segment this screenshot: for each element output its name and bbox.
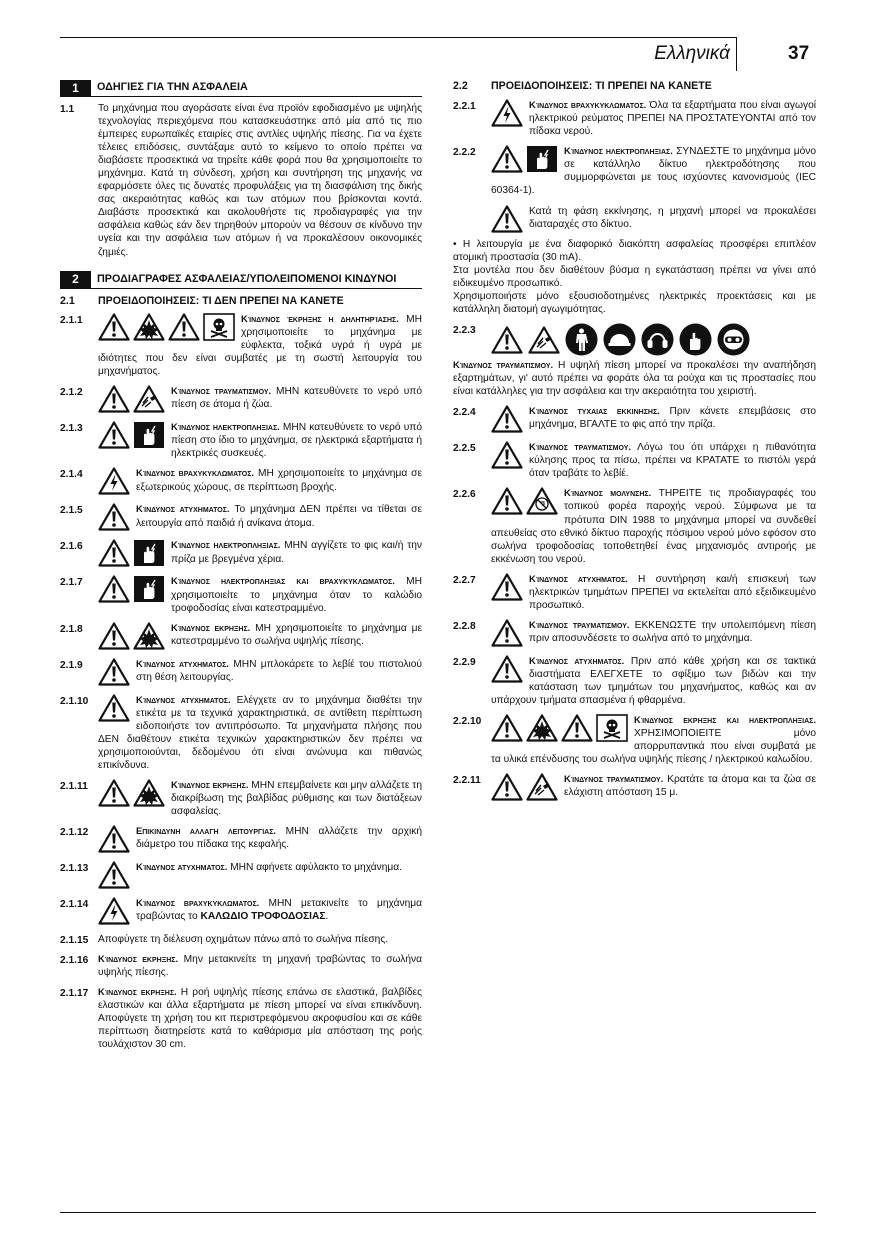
item-2-2-4: 2.2.4 Κίνδυνος τυχαιας εκκινησης. Πριν κάνετε επεμβάσεις στο μηχάνημα, ΒΓΑΛΤΕ το φις από την πρίζα. xyxy=(453,405,816,434)
skull-icon xyxy=(596,714,628,742)
item-2-1-16: 2.1.16 Κίνδυνος εκρηξης. Μην μετακινείτε τη μηχανή τραβώντας το σωλήνα υψηλής πίεσης. xyxy=(60,953,422,979)
warning-icon xyxy=(491,441,523,469)
item-2-1-3: 2.1.3 Κίνδυνος ηλεκτροπληξιας. ΜΗΝ κατευθύνετε το νερό υπό πίεση στο ίδιο το μηχάνημα, σε ηλεκτρικά εξαρτήματα ή ηλεκτρικές συσκευές. xyxy=(60,421,422,460)
item-2-1-1: 2.1.1 Κίνδυνος έκρηξης η δηλητηρίασης. ΜΗ χρησιμοποιείτε το μηχάνημα με εύφλεκτα, τοξικά υγρά ή υγρά με ιδιότητες που δεν είναι συμβατές με τη σωστή λειτουργία του μηχανήματος. xyxy=(60,313,422,378)
section-1-heading: 1 ΟΔΗΓΙΕΣ ΓΙΑ ΤΗΝ ΑΣΦΑΛΕΙΑ xyxy=(60,80,422,97)
warning-icon xyxy=(98,421,130,449)
item-2-1-9: 2.1.9 Κίνδυνος ατυχηματος. ΜΗΝ μπλοκάρετε το λεβίέ του πιστολιού στη θέση λειτουργίας. xyxy=(60,658,422,687)
item-2-2-10: 2.2.10 Κίνδυνος εκρηξης και ηλεκτροπληξιας. ΧΡΗΣΙΜΟΠΟΙΕΙΤΕ μόνο απορρυπαντικά που είναι συμβατά με τα υλικά επένδυσης του σωλήνα υψηλής πίεσης / ηλεκτρικού καλωδίου. xyxy=(453,714,816,766)
header-divider xyxy=(736,37,737,71)
gloves-icon xyxy=(679,323,712,356)
warning-icon xyxy=(98,575,130,603)
item-2-2-9: 2.2.9 Κίνδυνος ατυχηματος. Πριν από κάθε χρήση και σε τακτικά διαστήματα ΕΛΕΓΧΕΤΕ το σφίξιμο των βιδών και την κατάσταση των τμημάτων του μηχανήματος, καθώς και αν υπάρχουν τμήματα σπασμένα ή φθαρμένα. xyxy=(453,654,817,706)
warning-icon xyxy=(98,658,130,686)
item-2-1-14: 2.1.14 Κίνδυνος βραχυκυκλωματος. ΜΗΝ μετακινείτε το μηχάνημα τραβώντας το ΚΑΛΩΔΙΟ ΤΡΟΦΟΔΟΣΙΑΣ. xyxy=(60,897,422,926)
warning-icon xyxy=(491,487,523,515)
water-jet-icon xyxy=(526,773,558,801)
protective-suit-icon xyxy=(565,323,598,356)
electric-hand-icon xyxy=(133,421,165,449)
warning-icon xyxy=(98,825,130,853)
explosion-icon xyxy=(526,714,558,742)
item-2-1-10: 2.1.10 Κίνδυνος ατυχηματος. Ελέγχετε αν το μηχάνημα διαθέτει την ετικέτα με τα τεχνικά χαρακτηριστικά, σε αντίθετη περίπτωση ειδοποιήστε τον αντιπρόσωπο. Τα μηχανήματα πλήσης που ΔΕΝ διαθέτουν ετικέτα τεχνικών χαρακτηριστικών δεν πρέπει να χρησιμοποιούνται, δεδομένου ότι είναι ανώνυμα και πιθανώς επικίνδυνα. xyxy=(60,693,423,771)
item-2-2-6: 2.2.6 Κίνδυνος μολυνσης. ΤΗΡΕΙΤΕ τις προδιαγραφές του τοπικού φορέα παροχής νερού. Σύμφωνα με τα πρότυπα DIN 1988 το μηχάνημα μπορεί να συνδεθεί απευθείας στο εθνικό δίκτυο παροχής πόσιμου νερού μόνο εφόσον στο σωλήνα τροφοδοσίας τοποθετηθεί ένας μηχανισμός αντιροής με εκκένωση του νερού. xyxy=(453,487,817,565)
electric-hand-icon xyxy=(133,539,165,567)
explosion-icon xyxy=(133,313,165,341)
item-2-1-5: 2.1.5 Κίνδυνος ατυχηματος. Το μηχάνημα ΔΕΝ πρέπει να τίθεται σε λειτουργία από παιδιά ή ανίκανα άτομα. xyxy=(60,503,422,532)
item-2-1-7: 2.1.7 Κίνδυνος ηλεκτροπληξιας και βραχυκυκλωματος. ΜΗ χρησιμοποιείτε το μηχάνημα όταν το καλώδιο τροφοδοσίας είναι κατεστραμμένο. xyxy=(60,575,422,614)
warning-icon xyxy=(98,622,130,650)
warning-icon xyxy=(491,573,523,601)
rcd-note: • Η λειτουργία με ένα διαφορικό διακόπτη ασφαλείας προσφέρει επιπλέον ατομική προστασία (30 mA). xyxy=(453,238,816,263)
warning-icon xyxy=(98,385,130,413)
left-column xyxy=(60,80,422,1058)
subsection-2-1-heading: 2.1 ΠΡΟΕΙΔΟΠΟΙΗΣΕΙΣ: ΤΙ ΔΕΝ ΠΡΕΠΕΙ ΝΑ ΚΑΝΕΤΕ xyxy=(60,294,344,307)
item-2-1-2: 2.1.2 Κίνδυνος τραυματισμου. ΜΗΝ κατευθύνετε το νερό υπό πίεση σε άτομα ή ζώα. xyxy=(60,385,422,414)
skull-icon xyxy=(203,313,235,341)
water-jet-icon xyxy=(528,326,560,354)
extension-note: Χρησιμοποιήστε μόνο εξουσιοδοτημένες ηλεκτρικές προεκτάσεις και με κατάλληλη διατομή αγωγιμότητας. xyxy=(453,291,816,316)
item-2-2-3: 2.2.3 xyxy=(453,323,816,356)
warning-icon xyxy=(98,779,130,807)
warning-icon xyxy=(98,694,130,722)
item-2-1-12: 2.1.12 Επικινδυνη αλλαγη λειτουργιας. ΜΗΝ αλλάζετε την αρχική διάμετρο του πίδακα της κεφαλής. xyxy=(60,825,422,854)
warning-icon xyxy=(491,405,523,433)
warning-icon xyxy=(98,861,130,889)
no-water-tap-icon xyxy=(526,487,558,515)
item-2-1-8: 2.1.8 Κίνδυνος εκρηξης. ΜΗ χρησιμοποιείτε το μηχάνημα με κατεστραμμένο το σωλήνα υψηλής πίεσης. xyxy=(60,622,422,651)
section-2-heading: 2 ΠΡΟΔΙΑΓΡΑΦΕΣ ΑΣΦΑΛΕΙΑΣ/ΥΠΟΛΕΙΠΟΜΕΝΟΙ ΚΙΝΔΥΝΟΙ xyxy=(60,272,422,289)
item-2-1-13: 2.1.13 Κίνδυνος ατυχηματος. ΜΗΝ αφήνετε αφύλακτο το μηχάνημα. xyxy=(60,861,422,890)
header-rule xyxy=(60,37,736,38)
item-2-1-17: 2.1.17 Κίνδυνος εκρηξης. Η ροή υψηλής πίεσης επάνω σε ελαστικά, βαλβίδες ελαστικών και άλλα εξαρτήματα με πίεση μπορεί να είναι επικίνδυνη. Αποφύγετε τη χρήση του κιτ περιστρεφόμενου ακροφυσίου και σε κάθε περίπτωση διατηρείστε κατά το καθάρισμα μία απόσταση της ροής τουλάχιστον 30 cm. xyxy=(60,986,422,1051)
warning-icon xyxy=(561,714,593,742)
electric-hand-icon xyxy=(133,575,165,603)
short-circuit-icon xyxy=(98,897,130,925)
subsection-2-2-heading: 2.2 ΠΡΟΕΙΔΟΠΟΙΗΣΕΙΣ: ΤΙ ΠΡΕΠΕΙ ΝΑ ΚΑΝΕΤΕ xyxy=(453,80,712,92)
language-label: Ελληνικά xyxy=(654,43,730,64)
warning-icon xyxy=(491,655,523,683)
warning-icon xyxy=(491,145,523,173)
warning-icon xyxy=(168,313,200,341)
page-number: 37 xyxy=(788,43,810,64)
goggles-icon xyxy=(717,323,750,356)
short-circuit-icon xyxy=(491,99,523,127)
item-2-2-2: 2.2.2 Κίνδυνος ηλεκτροπληξιας. ΣΥΝΔΕΣΤΕ το μηχάνημα μόνο σε κατάλληλο δίκτυο ηλεκτροδότησης που συμμορφώνεται με τους ισχύοντες κανονισμούς (IEC 60364-1). Κατά τη φάση εκκίνησης, η μηχανή μπορεί να προκαλέσει διαταραχές στο δίκτυο. xyxy=(453,145,816,234)
explosion-icon xyxy=(133,779,165,807)
item-2-2-7: 2.2.7 Κίνδυνος ατυχηματος. Η συντήρηση και/ή επισκευή των ηλεκτρικών τμημάτων ΠΡΕΠΕΙ να εκτελείται από εξειδικευμένο προσωπικό. xyxy=(453,572,816,611)
warning-icon xyxy=(491,205,523,233)
item-2-2-8: 2.2.8 Κίνδυνος τραυματισμου. ΕΚΚΕΝΩΣΤΕ την υπολειπόμενη πίεση πριν αποσυνδέσετε το σωλήνα από το μηχάνημα. xyxy=(453,619,816,648)
water-jet-icon xyxy=(133,385,165,413)
electric-hand-icon xyxy=(526,145,558,173)
warning-icon xyxy=(491,773,523,801)
footer-rule xyxy=(60,1212,816,1213)
warning-icon xyxy=(491,619,523,647)
warning-icon xyxy=(98,503,130,531)
warning-icon xyxy=(491,714,523,742)
item-2-2-11: 2.2.11 Κίνδυνος τραυματισμου. Κρατάτε τα άτομα και τα ζώα σε ελάχιστη απόσταση 15 μ. xyxy=(453,773,816,802)
item-2-1-15: 2.1.15 Αποφύγετε τη διέλευση οχημάτων πάνω από το σωλήνα πίεσης. xyxy=(60,934,389,947)
item-2-1-6: 2.1.6 Κίνδυνος ηλεκτροπληξιας. ΜΗΝ αγγίζετε το φις και/ή την πρίζα με βρεγμένα χέρια. xyxy=(60,539,422,568)
warning-icon xyxy=(491,326,523,354)
item-2-2-5: 2.2.5 Κίνδυνος τραυματισμου. Λόγω του ότι υπάρχει η πιθανότητα κύλησης προς τα πίσω, πρέπει να ΚΡΑΤΑΤΕ το πιστόλι γερά όταν τραβάτε το λεβίέ. xyxy=(453,441,816,480)
ear-protection-icon xyxy=(641,323,674,356)
item-2-1-11: 2.1.11 Κίνδυνος εκρηξης. ΜΗΝ επεμβαίνετε και μην αλλάζετε τη διακρίβωση της βαλβίδας ρύθμισης και των διατάξεων ασφαλείας. xyxy=(60,778,422,817)
warning-icon xyxy=(98,313,130,341)
item-2-1-4: 2.1.4 Κίνδυνος βραχυκυκλωματος. ΜΗ χρησιμοποιείτε το μηχάνημα σε εξωτερικούς χώρους, σε περίπτωση βροχής. xyxy=(60,467,422,496)
item-1-1: 1.1 Το μηχάνημα που αγοράσατε είναι ένα προϊόν εφοδιασμένο με υψηλής τεχνολογίας περιεχόμενα που κατασκευάστηκε από μία από τις πιο έμπειρες ευρωπαϊκές εταιρίες στις αντλίες υψηλής πίεσης. Για να έχετε τέλειες επιδόσεις, συντάξαμε αυτό το κείμενο το οποίο πρέπει να διαβάσετε προσεκτικά να τηρείτε κάθε φορά που θα χρησιμοποιείτε το μηχάνημα. Κατά τη σύνδεση, χρήση και συντήρηση της μηχανής να εφαρμόσετε όλες τις δυνατές προφυλάξεις για τη διασφάλιση της δικής σας ακεραιότητας καθώς και των ατόμων που βρίσκονται κοντά. Διαβάστε προσεκτικά και ακολουθήστε τις προδιαγραφές για την ασφάλεια καθώς εάν δεν τηρηθούν μπορούν να θέσουν σε κίνδυνο την υγεία και την ασφάλεια των ατόμων ή να προκαλέσουν οικονομικές ζημιές. xyxy=(60,103,422,258)
helmet-icon xyxy=(603,323,636,356)
startup-note: Κατά τη φάση εκκίνησης, η μηχανή μπορεί να προκαλέσει διαταραχές στο δίκτυο. xyxy=(529,205,816,230)
right-column: 2.2 ΠΡΟΕΙΔΟΠΟΙΗΣΕΙΣ: ΤΙ ΠΡΕΠΕΙ ΝΑ ΚΑΝΕΤΕ 2.2.1 Κίνδυνος βραχυκυκλωματος. Όλα τα εξαρτήματα που είναι αγωγοί ηλεκτρικού ρεύματος ΠΡΕΠΕΙ ΝΑ ΠΡΟΣΤΑΤΕΥΟΝΤΑΙ από τον πίδακα νερού. 2.2.2 Κίνδυνος ηλεκτροπληξιας. ΣΥΝΔΕΣΤΕ το μηχάνημα μόνο σε κατάλληλο δίκτυο ηλεκτροδότησης που συμμορφώνεται με τους ισχύοντες κανονισμούς (IEC 60364-1). Κατά τη φάση εκκίνησης, η μηχανή μπορεί να προκαλέσει διαταραχές στο δίκτυο. • Η λειτουργία με ένα διαφορικό διακόπτη ασφαλείας προσφέρει επιπλέον ατομική προστασία (30 mA). Στα μοντέλα που δεν διαθέτουν βύσμα η εγκατάσταση πρέπει να γίνει από ειδικευμένο προσωπικό. Χρησιμοποιήστε μόνο εξουσιοδοτημένες ηλεκτρικές προεκτάσεις και με κατάλληλη διατομή αγωγιμότητας. 2.2.3 Κίνδυνος τραυματισμου. Η υψηλή πίεση μπορεί να προκαλέσει την αναπήδηση εξαρτημάτων, γι' αυτό πρέπει να φοράτε όλα τα ρούχα και τις προστασίες που είναι κατάλληλες για την ασφάλεια και την ακεραιότητα του χειριστή. 2.2.4 Κίνδυνος τυχαιας εκκινησης. Πριν κάνετε επεμβάσεις στο μηχάνημα, ΒΓΑΛΤΕ το φις από την πρίζα. 2.2.5 Κίνδυνος τραυματισμου. Λόγω του ότι υπάρχει η πιθανότητα κύλησης προς τα πίσω, πρέπει να ΚΡΑΤΑΤΕ το πιστόλι γερά όταν τραβάτε το λεβίέ. 2.2.6 Κίνδυνος μολυνσης. ΤΗΡΕΙΤΕ τις προδιαγραφές του τοπικού φορέα παροχής νερού. Σύμφωνα με τα πρότυπα DIN 1988 το μηχάνημα μπορεί να συνδεθεί απευθείας στο εθνικό δίκτυο παροχής πόσιμου νερού μόνο εφόσον στο σωλήνα τροφοδοσίας τοποθετηθεί ένας μηχανισμός αντιροής με εκκένωση του νερού. 2.2.7 Κίνδυνος ατυχηματος. Η συντήρηση και/ή επισκευή των ηλεκτρικών τμημάτων ΠΡΕΠΕΙ να εκτελείται από εξειδικευμένο προσωπικό. 2.2.8 Κίνδυνος τραυματισμου. ΕΚΚΕΝΩΣΤΕ την υπολειπόμενη πίεση πριν αποσυνδέσετε το σωλήνα από το μηχάνημα. 2.2.9 Κίνδυνος ατυχηματος. Πριν από κάθε χρήση και σε τακτικά διαστήματα ΕΛΕΓΧΕΤΕ το σφίξιμο των βιδών και την κατάσταση των τμημάτων του μηχανήματος, καθώς και αν υπάρχουν τμήματα σπασμένα ή φθαρμένα. 2.2.10 Κίνδυνος εκρηξης και ηλεκτροπληξιας. ΧΡΗΣΙΜΟΠΟΙΕΙΤΕ μόνο απορρυπαντικά που είναι συμβατά με τα υλικά επένδυσης του σωλήνα υψηλής πίεσης / ηλεκτρικού καλωδίου. 2.2.11 Κίνδυνος τραυματισμου. Κρατάτε τα άτομα και τα ζώα σε ελάχιστη απόσταση 15 μ. xyxy=(453,80,816,809)
installation-note: Στα μοντέλα που δεν διαθέτουν βύσμα η εγκατάσταση πρέπει να γίνει από ειδικευμένο προσωπικό. xyxy=(453,264,816,290)
item-2-2-1: 2.2.1 Κίνδυνος βραχυκυκλωματος. Όλα τα εξαρτήματα που είναι αγωγοί ηλεκτρικού ρεύματος ΠΡΕΠΕΙ ΝΑ ΠΡΟΣΤΑΤΕΥΟΝΤΑΙ από τον πίδακα νερού. xyxy=(453,98,816,137)
explosion-icon xyxy=(133,622,165,650)
warning-icon xyxy=(98,539,130,567)
short-circuit-icon xyxy=(98,467,130,495)
